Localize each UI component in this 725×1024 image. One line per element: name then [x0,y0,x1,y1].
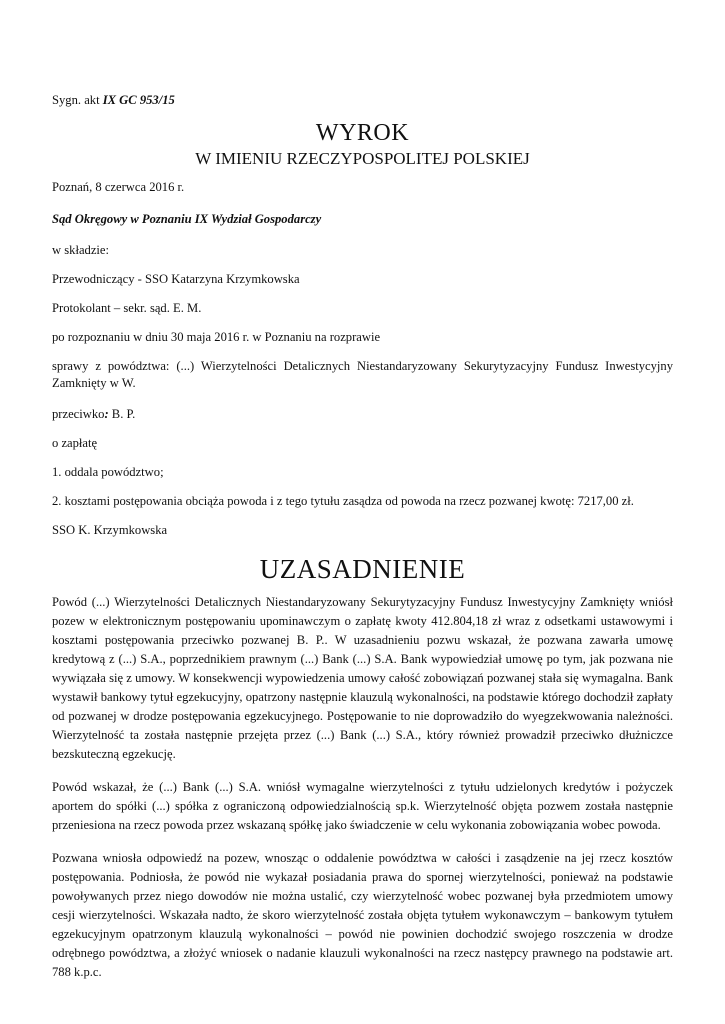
ruling-1: 1. oddala powództwo; [52,465,164,479]
case-description: sprawy z powództwa: (...) Wierzytelności Detalicznych Niestandaryzowany Sekurytyzacyjny Fundusz Inwestycyjny Zamknięty w W. [52,359,673,390]
justification-paragraph: Powód wskazał, że (...) Bank (...) S.A. wniósł wymagalne wierzytelności z tytułu udzielonych kredytów i pożyczek aportem do spółki (...) spółka z ograniczoną odpowiedzialnością sp.k. Wierzytelność objęta pozwem została następnie przeniesiona na rzecz powoda przez wskazaną spółkę jako świadczenie w celu wykonania zobowiązania wobec powoda. [52,780,673,832]
justification-title: UZASADNIENIE [259,554,466,584]
case-signature-prefix: Sygn. akt [52,93,100,107]
case-signature [52,92,673,109]
document-subtitle: W IMIENIU RZECZYPOSPOLITEJ POLSKIEJ [195,149,530,168]
against-colon: : [104,407,109,421]
hearing: po rozpoznaniu w dniu 30 maja 2016 r. w Poznaniu na rozprawie [52,330,381,344]
ruling-2: 2. kosztami postępowania obciąża powoda i z tego tytułu zasądza od powoda na rzecz pozwanej kwotę: 7217,00 zł. [52,494,634,508]
chair: Przewodniczący - SSO Katarzyna Krzymkowska [52,272,300,286]
justification-paragraph: Pozwana wniosła odpowiedź na pozew, wnosząc o oddalenie powództwa w całości i zasądzenie na jej rzecz kosztów postępowania. Podniosła, że powód nie wykazał posiadania prawa do spornej wierzytelności, ponieważ na podstawie powoływanych przez niego dowodów nie można ustalić, czy wierzytelność wobec pozwanej była przedmiotem umowy cesji wierzytelności. Wskazała nadto, że skoro wierzytelność została objęta tytułem wykonawczym – bankowym tytułem egzekucyjnym opatrzonym klauzulą wykonalności – powód nie powinien dochodzić swojego roszczenia w drodze odrębnego powództwa, a złożyć wniosek o nadanie klauzuli wykonalności na rzecz następcy prawnego na podstawie art. 788 k.p.c. [52,851,673,979]
justification-paragraph: Powód (...) Wierzytelności Detalicznych Niestandaryzowany Sekurytyzacyjny Fundusz Inwestycyjny Zamknięty wniósł pozew w elektronicznym postępowaniu upominawczym o zapłatę kwoty 412.804,18 zł wraz z odsetkami ustawowymi i kosztami postępowania przeciwko pozwanej B. P.. W uzasadnieniu pozwu wskazał, że pozwana zawarła umowę kredytową z (...) S.A., poprzednikiem prawnym (...) Bank (...) S.A. Bank wypowiedział umowę po tym, jak pozwana nie wywiązała się z umowy. W konsekwencji wypowiedzenia umowy całość zobowiązań pozwanej stała się wymagalna. Bank wystawił bankowy tytuł egzekucyjny, opatrzony następnie klauzulą wykonalności, na podstawie którego dochodził zapłaty od pozwanej w drodze postępowania egzekucyjnego. Postępowanie to nie doprowadziło do wyegzekwowania należności. Wierzytelność ta została następnie przejęta przez (...) Bank (...) S.A., który również prowadził przeciwko dłużniczce bezskuteczną egzekucję. [52,595,673,761]
subject: o zapłatę [52,436,98,450]
court-name: Sąd Okręgowy w Poznaniu IX Wydział Gospodarczy [52,212,322,226]
case-signature-number: IX GC 953/15 [102,93,175,107]
document-title: WYROK [315,120,410,146]
signature: SSO K. Krzymkowska [52,523,168,537]
composition-label: w składzie: [52,243,110,257]
place-date: Poznań, 8 czerwca 2016 r. [52,180,185,194]
against-label: przeciwko [52,407,105,421]
against-value: B. P. [108,407,136,421]
clerk: Protokolant – sekr. sąd. E. M. [52,301,202,315]
against [52,406,673,423]
